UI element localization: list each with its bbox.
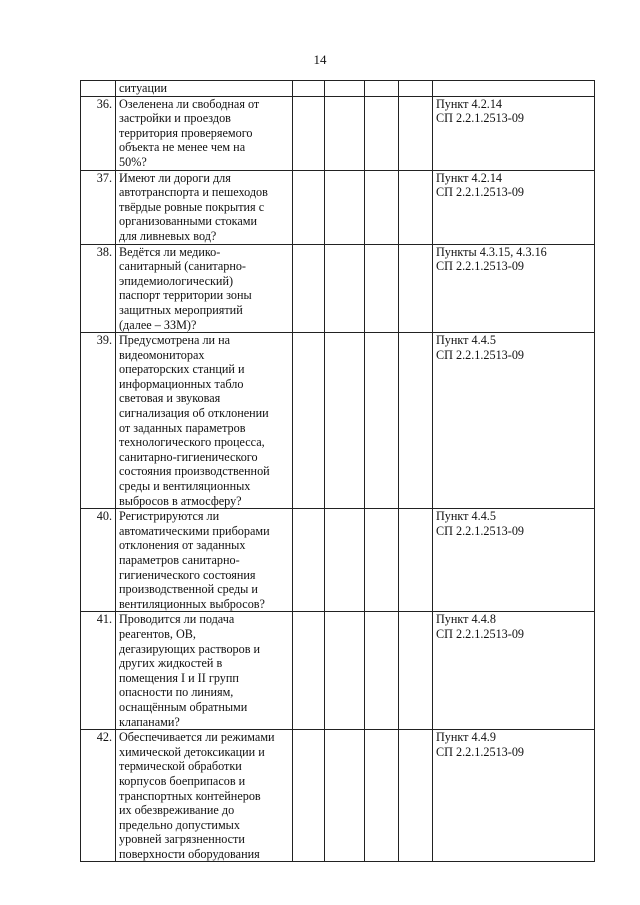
question-line: объекта не менее чем на (119, 140, 246, 155)
question-line: дегазирующих растворов и (119, 641, 261, 656)
answer-cell (325, 170, 365, 244)
question-line: (далее – ЗЗМ)? (119, 317, 197, 332)
question-cell (116, 333, 293, 509)
answer-cell (293, 333, 325, 509)
question-line: ситуации (119, 81, 168, 95)
question-line: химической детоксикации и (119, 744, 265, 759)
question-line: 50%? (119, 154, 147, 169)
question-line: гигиенического состояния (119, 567, 256, 582)
question-line: параметров санитарно- (119, 553, 240, 567)
row-number: 41. (81, 612, 116, 730)
row-number (81, 81, 116, 97)
answer-cell (399, 81, 433, 97)
row-number: 37. (81, 170, 116, 244)
table-row (81, 333, 595, 509)
question-line: технологического процесса, (119, 435, 265, 450)
answer-cell (293, 612, 325, 730)
question-line: клапанами? (119, 714, 180, 729)
table-row (81, 244, 595, 333)
question-line: помещения I и II групп (119, 670, 239, 685)
table-row (81, 509, 595, 612)
reference-line: Пункт 4.2.14 (436, 96, 503, 111)
question-line: реагентов, ОВ, (119, 626, 196, 641)
answer-cell (365, 96, 399, 170)
checklist-table (80, 80, 595, 862)
reference-line: Пункт 4.2.14 (436, 170, 503, 185)
reference-line: Пункт 4.4.5 (436, 333, 496, 348)
reference-line: СП 2.2.1.2513-09 (436, 744, 525, 759)
answer-cell (399, 96, 433, 170)
answer-cell (325, 509, 365, 612)
reference-line: Пункт 4.4.9 (436, 730, 496, 745)
question-line: опасности по линиям, (119, 685, 234, 700)
question-line: видеомониторах (119, 347, 205, 362)
reference-line: СП 2.2.1.2513-09 (436, 523, 525, 538)
page-number: 14 (313, 52, 327, 67)
question-line: Имеют ли дороги для (119, 170, 231, 185)
table-row (81, 612, 595, 730)
answer-cell (365, 244, 399, 333)
answer-cell (325, 96, 365, 170)
answer-cell (365, 81, 399, 97)
question-line: сигнализация об отклонении (119, 406, 269, 421)
reference-line: СП 2.2.1.2513-09 (436, 185, 525, 200)
question-line: операторских станций и (119, 362, 245, 377)
reference-cell (433, 81, 595, 97)
answer-cell (365, 333, 399, 509)
question-cell (116, 509, 293, 612)
question-line: санитарный (санитарно- (119, 259, 246, 274)
row-number: 40. (81, 509, 116, 612)
reference-cell (433, 612, 595, 730)
question-line: Озеленена ли свободная от (119, 96, 260, 111)
reference-line: Пункты 4.3.15, 4.3.16 (436, 244, 547, 259)
question-cell (116, 96, 293, 170)
answer-cell (293, 244, 325, 333)
question-line: корпусов боеприпасов и (119, 773, 246, 788)
reference-line: СП 2.2.1.2513-09 (436, 347, 525, 362)
answer-cell (325, 244, 365, 333)
question-line: Проводится ли подача (119, 612, 235, 627)
answer-cell (365, 170, 399, 244)
reference-cell (433, 333, 595, 509)
answer-cell (325, 730, 365, 862)
answer-cell (399, 170, 433, 244)
reference-cell (433, 170, 595, 244)
question-line: выбросов в атмосферу? (119, 493, 242, 508)
reference-cell (433, 509, 595, 612)
answer-cell (293, 170, 325, 244)
question-line: вентиляционных выбросов? (119, 596, 265, 611)
table-row (81, 170, 595, 244)
row-number: 38. (81, 244, 116, 333)
question-line: автотранспорта и пешеходов (119, 185, 268, 200)
reference-line: Пункт 4.4.8 (436, 612, 496, 627)
row-number: 36. (81, 96, 116, 170)
answer-cell (325, 81, 365, 97)
question-line: твёрдые ровные покрытия с (119, 199, 265, 214)
question-line: состояния производственной (119, 464, 270, 479)
question-cell (116, 612, 293, 730)
question-line: Ведётся ли медико- (119, 244, 221, 259)
reference-line: СП 2.2.1.2513-09 (436, 626, 525, 641)
answer-cell (365, 730, 399, 862)
question-line: Регистрируются ли (119, 509, 220, 524)
question-line: производственной среды и (119, 582, 258, 597)
question-line: световая и звуковая (119, 391, 221, 406)
question-line: поверхности оборудования (119, 846, 260, 861)
question-line: отклонения от заданных (119, 538, 246, 553)
question-line: защитных мероприятий (119, 302, 243, 317)
reference-line: СП 2.2.1.2513-09 (436, 259, 525, 274)
reference-line: СП 2.2.1.2513-09 (436, 111, 525, 126)
question-line: уровней загрязненности (119, 832, 245, 847)
reference-cell (433, 96, 595, 170)
answer-cell (399, 509, 433, 612)
answer-cell (325, 612, 365, 730)
reference-cell (433, 730, 595, 862)
question-line: эпидемиологический) (119, 273, 234, 288)
answer-cell (293, 730, 325, 862)
question-cell (116, 244, 293, 333)
answer-cell (293, 81, 325, 97)
row-number: 42. (81, 730, 116, 862)
question-line: Предусмотрена ли на (119, 333, 231, 348)
question-line: от заданных параметров (119, 420, 246, 435)
question-line: санитарно-гигиенического (119, 449, 258, 464)
answer-cell (293, 509, 325, 612)
question-cell (116, 81, 293, 97)
question-cell (116, 730, 293, 862)
question-line: паспорт территории зоны (119, 288, 252, 303)
table-row (81, 96, 595, 170)
table-row (81, 81, 595, 97)
question-cell (116, 170, 293, 244)
question-line: для ливневых вод? (119, 228, 217, 243)
question-line: других жидкостей в (119, 656, 223, 671)
question-line: предельно допустимых (119, 817, 240, 832)
question-line: среды и вентиляционных (119, 479, 251, 494)
question-line: транспортных контейнеров (119, 788, 261, 803)
reference-line: Пункт 4.4.5 (436, 509, 496, 524)
answer-cell (365, 612, 399, 730)
row-number: 39. (81, 333, 116, 509)
reference-cell (433, 244, 595, 333)
question-line: информационных табло (119, 376, 244, 391)
question-line: их обезвреживание до (119, 803, 235, 818)
answer-cell (399, 612, 433, 730)
answer-cell (399, 244, 433, 333)
table-row (81, 730, 595, 862)
answer-cell (365, 509, 399, 612)
question-line: термической обработки (119, 759, 242, 774)
answer-cell (293, 96, 325, 170)
question-line: Обеспечивается ли режимами (119, 730, 275, 745)
question-line: оснащённым обратными (119, 699, 248, 714)
question-line: автоматическими приборами (119, 523, 270, 538)
answer-cell (325, 333, 365, 509)
answer-cell (399, 333, 433, 509)
answer-cell (399, 730, 433, 862)
question-line: организованными стоками (119, 214, 258, 229)
question-line: территория проверяемого (119, 125, 253, 140)
question-line: застройки и проездов (119, 111, 231, 126)
